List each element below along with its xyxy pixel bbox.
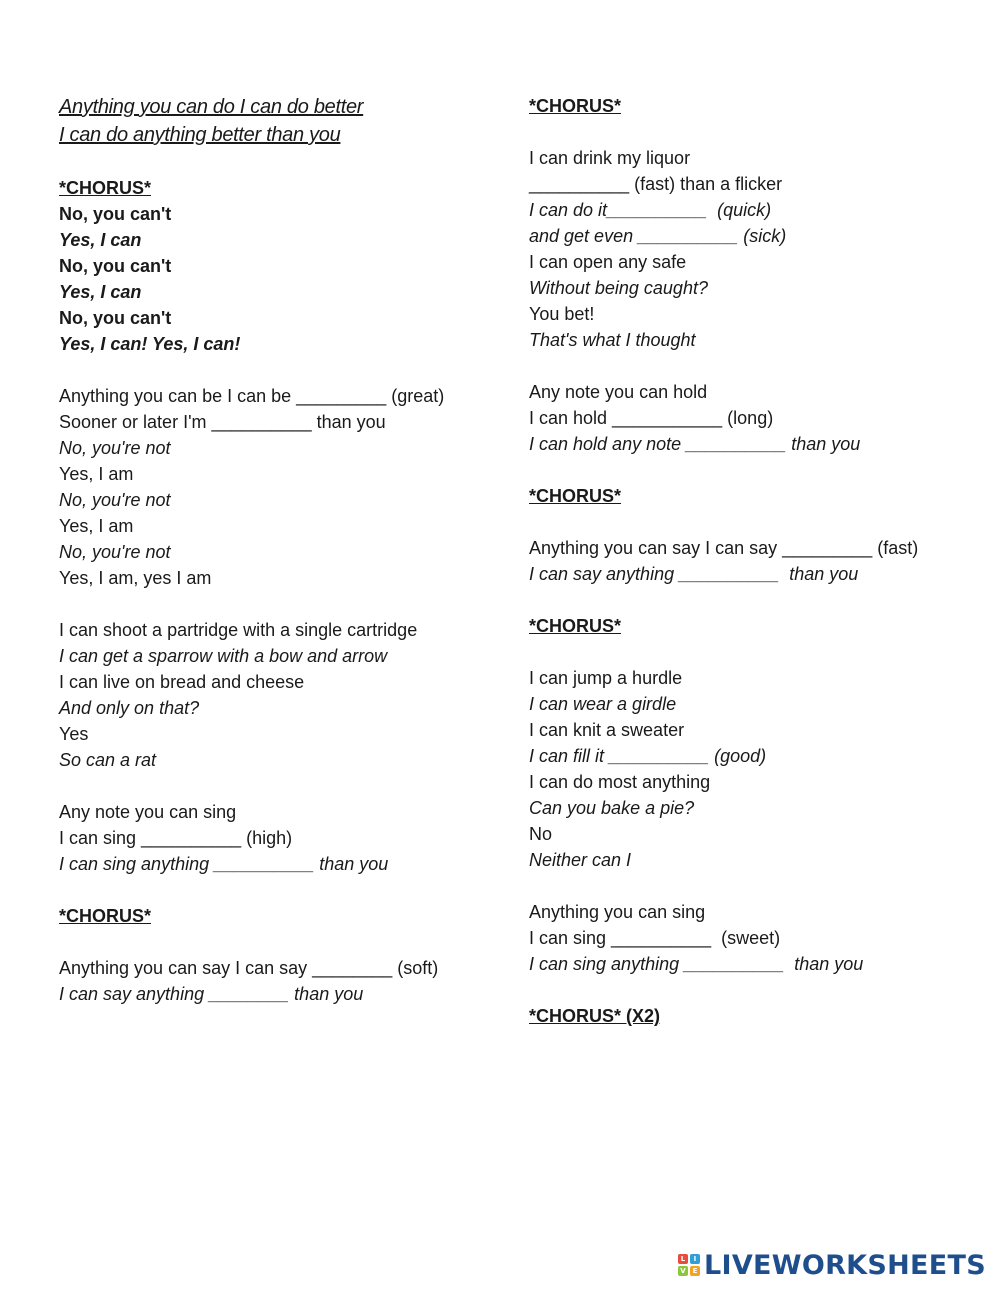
lyric-line: So can a rat (59, 750, 157, 770)
lyric-line: I can knit a sweater (529, 720, 685, 740)
stanza-gap (529, 119, 969, 145)
lyric-line: I can sing __________ (high) (59, 828, 293, 848)
lyrics-right-column (529, 93, 969, 1029)
lyric-line: Yes, I am, yes I am (59, 568, 212, 588)
lyric-line: No, you're not (59, 542, 171, 562)
lyric-line: Anything you can say I can say _________ (fast) (529, 538, 919, 558)
lyric-line: Can you bake a pie? (529, 798, 695, 818)
lyric-line: No (529, 824, 553, 844)
stanza-gap (529, 873, 969, 899)
lyric-line: No, you're not (59, 490, 171, 510)
lyric-line: No, you can't (59, 256, 172, 276)
lyric-line: Yes, I can (59, 282, 142, 302)
lyric-line: I can hold any note __________ than you (529, 434, 861, 454)
lyric-line: Yes, I can (59, 230, 142, 250)
lyric-line: I can sing anything __________ than you (529, 954, 864, 974)
lyric-line: I can say anything __________ than you (529, 564, 859, 584)
lyric-line: __________ (fast) than a flicker (529, 174, 783, 194)
stanza-gap (59, 591, 489, 617)
lyric-line: You bet! (529, 304, 595, 324)
chorus-heading: *CHORUS* (59, 906, 152, 926)
lyric-line: Without being caught? (529, 278, 708, 298)
lyric-line: I can shoot a partridge with a single cartridge (59, 620, 418, 640)
stanza-gap (59, 877, 489, 903)
lyrics-left-column (59, 93, 489, 1007)
stanza-gap (59, 929, 489, 955)
logo-mark-letter: E (690, 1266, 700, 1276)
lyric-line: Yes, I can! Yes, I can! (59, 334, 241, 354)
lyric-line: Any note you can hold (529, 382, 708, 402)
stanza-gap (529, 457, 969, 483)
stanza-gap (529, 587, 969, 613)
lyric-line: I can drink my liquor (529, 148, 691, 168)
liveworksheets-logo (678, 1250, 986, 1280)
lyric-line: I can do most anything (529, 772, 711, 792)
chorus-heading: *CHORUS* (529, 96, 622, 116)
stanza-gap (529, 977, 969, 1003)
stanza-gap (59, 149, 489, 175)
lyric-line: I can do it__________ (quick) (529, 200, 772, 220)
liveworksheets-logo-icon (678, 1254, 700, 1276)
lyric-line: I can wear a girdle (529, 694, 677, 714)
lyric-line: I can jump a hurdle (529, 668, 683, 688)
logo-text: LIVEWORKSHEETS (703, 1249, 986, 1281)
lyric-line: No, you're not (59, 438, 171, 458)
stanza-gap (529, 639, 969, 665)
lyric-line: Yes, I am (59, 464, 134, 484)
song-title-line: I can do anything better than you (59, 124, 341, 146)
lyric-line: I can sing __________ (sweet) (529, 928, 781, 948)
chorus-heading: *CHORUS* (529, 486, 622, 506)
lyric-line: I can sing anything __________ than you (59, 854, 389, 874)
lyric-line: and get even __________ (sick) (529, 226, 787, 246)
stanza-gap (59, 773, 489, 799)
stanza-gap (529, 509, 969, 535)
chorus-heading: *CHORUS* (X2) (529, 1006, 661, 1026)
lyric-line: I can get a sparrow with a bow and arrow (59, 646, 388, 666)
lyric-line: I can live on bread and cheese (59, 672, 305, 692)
lyric-line: I can fill it __________ (good) (529, 746, 767, 766)
lyric-line: That's what I thought (529, 330, 696, 350)
lyric-line: Sooner or later I'm __________ than you (59, 412, 386, 432)
lyric-line: Anything you can sing (529, 902, 706, 922)
lyric-line: Neither can I (529, 850, 632, 870)
lyric-line: Anything you can be I can be _________ (great) (59, 386, 445, 406)
song-title-line: Anything you can do I can do better (59, 96, 364, 118)
lyric-line: No, you can't (59, 308, 172, 328)
lyric-line: Yes (59, 724, 89, 744)
lyric-line: I can open any safe (529, 252, 687, 272)
lyric-line: I can hold ___________ (long) (529, 408, 774, 428)
lyric-line: Anything you can say I can say ________ (soft) (59, 958, 439, 978)
lyric-line: And only on that? (59, 698, 200, 718)
chorus-heading: *CHORUS* (59, 178, 152, 198)
stanza-gap (59, 357, 489, 383)
stanza-gap (529, 353, 969, 379)
lyric-line: Yes, I am (59, 516, 134, 536)
chorus-heading: *CHORUS* (529, 616, 622, 636)
lyric-line: Any note you can sing (59, 802, 237, 822)
lyric-line: No, you can't (59, 204, 172, 224)
logo-mark-letter: L (678, 1254, 688, 1264)
logo-mark-letter: V (678, 1266, 688, 1276)
lyric-line: I can say anything ________ than you (59, 984, 364, 1004)
logo-mark-letter: I (690, 1254, 700, 1264)
